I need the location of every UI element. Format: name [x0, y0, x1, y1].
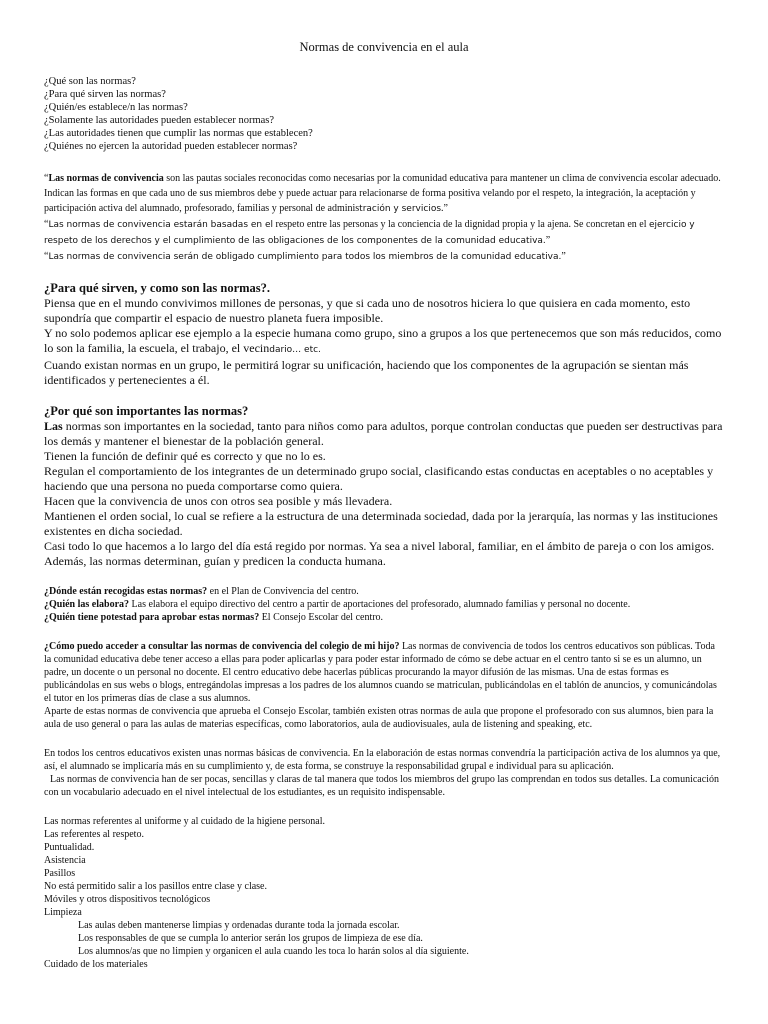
question-item: ¿Qué son las normas? — [44, 76, 136, 87]
list-item: Puntualidad. — [44, 842, 95, 853]
question-item: ¿Las autoridades tienen que cumplir las normas que establecen? — [44, 128, 313, 139]
faq-block — [44, 585, 724, 624]
list-item: Las referentes al respeto. — [44, 829, 144, 840]
list-item: Las normas referentes al uniforme y al cuidado de la higiene personal. — [44, 816, 326, 827]
paragraph: ¿Cómo puedo acceder a consultar las normas de convivencia del colegio de mi hijo? Las normas de convivencia de todos los centros educativos son públicas. Toda la comunidad educativa debe tener acceso a ellas para poder aplicarlas y para poder estar informado de cómo se debe actuar en el centro tanto si se es un alumno, un padre, un docente o un personal no docente. El centro educativo debe hacerlas públicas procurando la mayor difusión de las mismas. Una de estas formas es publicándolas en sus webs o blogs, entregándolas impresas a los padres de los alumnos cuando se matriculan, publicándolas en el tablón de anuncios, y comunicándolas el tutor en los primeras días de clase a sus alumnos. — [44, 641, 717, 704]
paragraph: Mantienen el orden social, lo cual se refiere a la estructura de una determinada sociedad, dada por la jerarquía, las normas y las instituciones existentes en dicha sociedad. — [44, 509, 718, 538]
document-title: Normas de convivencia en el aula — [299, 40, 469, 54]
access-block — [44, 640, 724, 731]
question-item: ¿Quién/es establece/n las normas? — [44, 102, 188, 113]
list-subitem: Las aulas deben mantenerse limpias y ordenadas durante toda la jornada escolar. — [78, 920, 400, 931]
question-item: ¿Para qué sirven las normas? — [44, 89, 166, 100]
list-item: Cuidado de los materiales — [44, 959, 148, 970]
rules-list — [44, 815, 724, 971]
list-subitem: Los responsables de que se cumpla lo anterior serán los grupos de limpieza de ese día. — [78, 933, 423, 944]
question-list — [44, 75, 724, 153]
definition-paragraph-2: “Las normas de convivencia estarán basadas en el respeto entre las personas y la conciencia de la dignidad propia y la ajena. Se concretan en el ejercicio y respeto de los derechos y el cumplimiento de las obligaciones de los componentes de la comunidad educativa.” — [44, 219, 695, 246]
list-subitem: Los alumnos/as que no limpien y organicen el aula cuando les toca lo harán solos al día siguiente. — [78, 946, 469, 957]
section-heading-purpose: ¿Para qué sirven, y como son las normas?. — [44, 281, 271, 295]
list-item: Limpieza — [44, 907, 82, 918]
paragraph: Regulan el comportamiento de los integrantes de un determinado grupo social, clasificando estas conductas en aceptables o no aceptables y haciendo que una persona no pueda comportarse como quiera. — [44, 464, 714, 493]
definition-paragraph-1: “Las normas de convivencia son las pautas sociales reconocidas como necesarias por la comunidad educativa para mantener un clima de convivencia escolar adecuado. Indican las formas en que cada uno de sus miembros debe y puede actuar para relacionarse de forma positiva velando por el respeto, la integración, la aceptación y participación activa del alumnado, profesorado, familias y personal de administración y servicios.” — [44, 173, 721, 214]
question-item: ¿Solamente las autoridades pueden establecer normas? — [44, 115, 275, 126]
definition-bold-term: Las normas de convivencia — [48, 173, 164, 184]
paragraph: Las normas de convivencia han de ser pocas, sencillas y claras de tal manera que todos los miembros del grupo las comprendan en todos sus detalles. La comunicación con un vocabulario adecuado en el nivel intelectual de los estudiantes, es un requisito indispensable. — [44, 774, 719, 798]
list-item: Móviles y otros dispositivos tecnológicos — [44, 894, 211, 905]
section-heading-importance: ¿Por qué son importantes las normas? — [44, 404, 249, 418]
paragraph: Las normas son importantes en la sociedad, tanto para niños como para adultos, porque controlan conductas que pueden ser destructivas para los demás y mantener el bienestar de la población general. — [44, 419, 723, 448]
paragraph: Cuando existan normas en un grupo, le permitirá lograr su unificación, haciendo que los componentes de la agrupación se sientan más identificados y pertenecientes a él. — [44, 358, 689, 387]
question-item: ¿Quiénes no ejercen la autoridad pueden establecer normas? — [44, 141, 298, 152]
list-item: Pasillos — [44, 868, 76, 879]
paragraph: Hacen que la convivencia de unos con otros sea posible y más llevadera. — [44, 494, 393, 508]
paragraph: Tienen la función de definir qué es correcto y que no lo es. — [44, 449, 326, 463]
list-item: Asistencia — [44, 855, 86, 866]
faq-item: ¿Dónde están recogidas estas normas? en el Plan de Convivencia del centro. — [44, 586, 359, 597]
faq-item: ¿Quién tiene potestad para aprobar estas normas? El Consejo Escolar del centro. — [44, 612, 384, 623]
paragraph: Casi todo lo que hacemos a lo largo del día está regido por normas. Ya sea a nivel laboral, familiar, en el ámbito de pareja o con los amigos. Además, las normas determinan, guían y predicen la conducta humana. — [44, 539, 715, 568]
centres-block — [44, 747, 724, 799]
paragraph: Y no solo podemos aplicar ese ejemplo a la especie humana como grupo, sino a grupos a los que pertenecemos que son más reducidos, como lo son la familia, la escuela, el trabajo, el vecindario… etc. — [44, 326, 722, 355]
list-item: No está permitido salir a los pasillos entre clase y clase. — [44, 881, 267, 892]
faq-item: ¿Quién las elabora? Las elabora el equipo directivo del centro a partir de aportaciones del profesorado, alumnado familias y personal no docente. — [44, 599, 631, 610]
paragraph: Aparte de estas normas de convivencia que aprueba el Consejo Escolar, también existen otras normas de aula que propone el profesorado con sus alumnos, bien para la aula de uso general o para las aulas de materias específicas, como laboratorios, aula de audiovisuales, aula de listening and speaking, etc. — [44, 706, 714, 730]
paragraph: Piensa que en el mundo convivimos millones de personas, y que si cada uno de nosotros hiciera lo que quisiera en cada momento, esto supondría que compartir el espacio de nuestro planeta fuera imposible. — [44, 296, 691, 325]
definition-paragraph-3: “Las normas de convivencia serán de obligado cumplimiento para todos los miembros de la comunidad educativa.” — [44, 251, 566, 262]
paragraph: En todos los centros educativos existen unas normas básicas de convivencia. En la elaboración de estas normas convendría la participación activa de los alumnos ya que, así, el alumnado se implicaría más en su cumplimiento y, de esta forma, se construye la responsabilidad grupal e individual para su aplicación. — [44, 748, 721, 772]
